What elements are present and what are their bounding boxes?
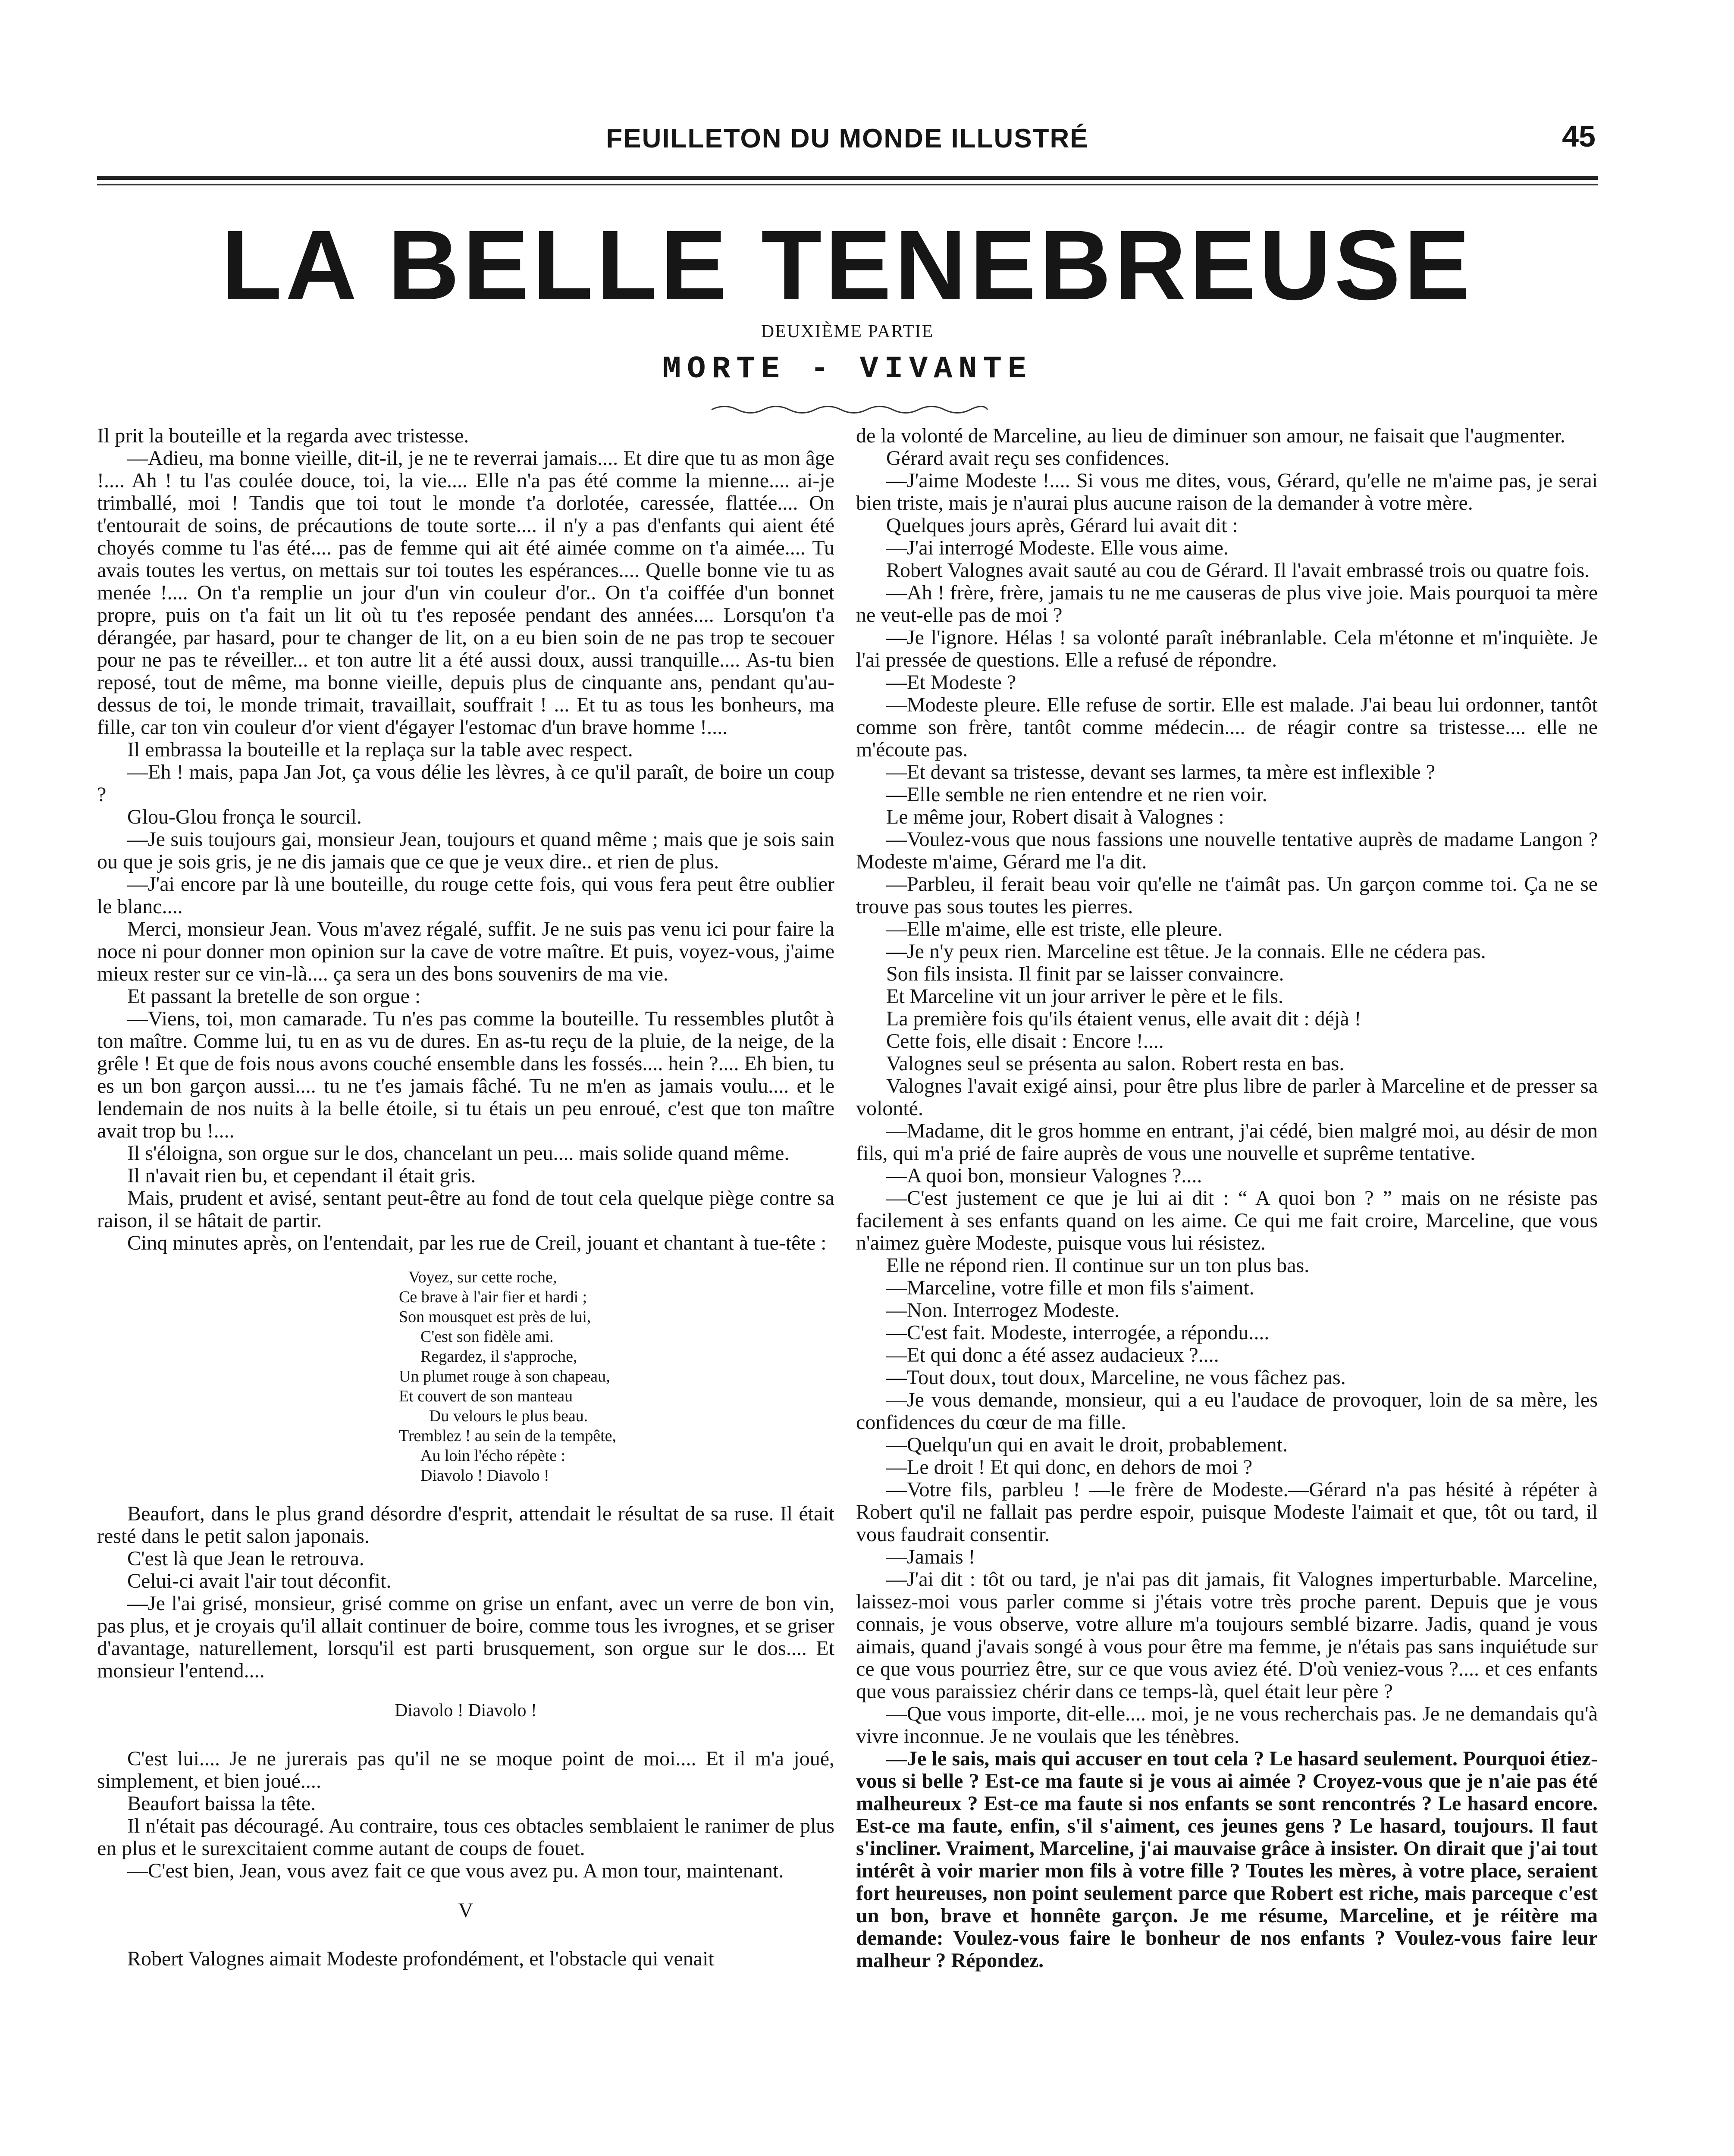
paragraph: de la volonté de Marceline, au lieu de diminuer son amour, ne faisait que l'augmenter.: [856, 424, 1565, 447]
header-rule-thick: [97, 176, 1598, 180]
verse-line: Et couvert de son manteau: [399, 1387, 573, 1405]
paragraph: —Elle semble ne rien entendre et ne rien voir.: [886, 783, 1267, 806]
paragraph: Cinq minutes après, on l'entendait, par les rue de Creil, jouant et chantant à tue-tête :: [127, 1232, 827, 1254]
paragraph: —Que vous importe, dit-elle.... moi, je ne vous recherchais pas. Je ne demandais qu'à vivre inconnue. Je ne voulais que les ténèbres.: [856, 1702, 1598, 1748]
paragraph: —Voulez-vous que nous fassions une nouvelle tentative auprès de madame Langon ? Modeste m'aime, Gérard me l'a dit.: [856, 828, 1598, 873]
paragraph: —Parbleu, il ferait beau voir qu'elle ne t'aimât pas. Un garçon comme toi. Ça ne se trouve pas sous toutes les pierres.: [856, 873, 1598, 918]
paragraph: —Non. Interrogez Modeste.: [886, 1299, 1120, 1322]
paragraph: Elle ne répond rien. Il continue sur un ton plus bas.: [886, 1254, 1310, 1277]
ornament-flourish: [707, 401, 992, 418]
song-line: Diavolo ! Diavolo !: [394, 1701, 537, 1720]
verse-line: Du velours le plus beau.: [429, 1407, 588, 1425]
paragraph: Cette fois, elle disait : Encore !....: [886, 1030, 1164, 1053]
left-column: [97, 425, 834, 1970]
paragraph: —Votre fils, parbleu ! —le frère de Modeste.—Gérard n'a pas hésité à répéter à Robert qu'il ne fallait pas perdre espoir, puisque Modeste l'aimait et que, tôt ou tard, il vous faudrait consentir.: [856, 1478, 1598, 1546]
paragraph: Et passant la bretelle de son orgue :: [127, 985, 421, 1008]
page-number: 45: [1562, 119, 1596, 153]
paragraph: C'est lui.... Je ne jurerais pas qu'il ne se moque point de moi.... Et il m'a joué, simplement, et bien joué....: [97, 1747, 834, 1792]
paragraph: Son fils insista. Il finit par se laisser convaincre.: [886, 962, 1284, 985]
paragraph: —A quoi bon, monsieur Valognes ?....: [886, 1164, 1202, 1187]
paragraph: Le même jour, Robert disait à Valognes :: [886, 805, 1224, 828]
paragraph: —Adieu, ma bonne vieille, dit-il, je ne te reverrai jamais.... Et dire que tu as mon âge !.... Ah ! tu l'as coulée douce, toi, la vie.... Elle n'a pas été comme la mienne.... ai-je trimballé, moi ! Tandis que toi tout le monde t'a dorlotée, caressée, flattée.... On t'entourait de soins, de précautions de toute sorte.... il n'y a pas d'enfants qui aient été choyés comme tu l'as été.... pas de femme qui ait été aimée comme on t'a aimée.... Tu avais toutes les vertus, on mettais sur toi toutes les espérances.... Quelle bonne vie tu as menée !.... On t'a remplie un jour d'un vin couleur d'or.. On t'a coiffée d'un bonnet propre, puis on t'a fait un lit où tu t'es reposée pendant des années.... Lorsqu'on t'a dérangée, par hasard, pour te changer de lit, on a eu bien soin de ne pas trop te secouer pour ne pas te réveiller... et ton autre lit a été aussi doux, aussi tranquille.... As-tu bien reposé, tout de même, ma bonne vieille, depuis plus de cinquante ans, pendant qu'au-dessus de toi, le monde trimait, travaillait, souffrait ! ... Et tu as tous les bonheurs, ma fille, car ton vin couleur d'or vient d'égayer l'estomac d'un brave homme !....: [97, 447, 834, 739]
part-label: DEUXIÈME PARTIE: [761, 322, 934, 342]
paragraph: —Je l'ai grisé, monsieur, grisé comme on grise un enfant, avec un verre de bon vin, pas plus, et je croyais qu'il allait continuer de boire, comme tous les ivrognes, et se griser d'avantage, naturellement, lorsqu'il est parti brusquement, son orgue sur le dos.... Et monsieur l'entend....: [97, 1592, 834, 1682]
verse-line: Tremblez ! au sein de la tempête,: [399, 1427, 617, 1445]
paragraph: —Madame, dit le gros homme en entrant, j'ai cédé, bien malgré moi, au désir de mon fils, qui m'a prié de faire auprès de vous une nouvelle et suprême tentative.: [856, 1119, 1598, 1165]
paragraph: Beaufort, dans le plus grand désordre d'esprit, attendait le résultat de sa ruse. Il était resté dans le petit salon japonais.: [97, 1502, 834, 1548]
verse-line: Diavolo ! Diavolo !: [420, 1467, 549, 1485]
right-column: [856, 425, 1598, 1972]
paragraph: —Tout doux, tout doux, Marceline, ne vous fâchez pas.: [886, 1366, 1346, 1389]
paragraph: —J'ai interrogé Modeste. Elle vous aime.: [886, 536, 1229, 559]
paragraph: —J'ai encore par là une bouteille, du rouge cette fois, qui vous fera peut être oublier le blanc....: [97, 873, 834, 918]
paragraph: —C'est bien, Jean, vous avez fait ce que vous avez pu. A mon tour, maintenant.: [127, 1859, 784, 1882]
story-title: LA BELLE TENEBREUSE: [221, 210, 1474, 320]
paragraph: Merci, monsieur Jean. Vous m'avez régalé, suffit. Je ne suis pas venu ici pour faire la noce ni pour donner mon opinion sur la cave de votre maître. Et puis, voyez-vous, j'aime mieux rester sur ce vin-là.... ça sera un des bons souvenirs de ma vie.: [97, 918, 834, 985]
paragraph: —Et qui donc a été assez audacieux ?....: [886, 1344, 1219, 1366]
paragraph: Il embrassa la bouteille et la replaça sur la table avec respect.: [127, 738, 633, 761]
paragraph: C'est là que Jean le retrouva.: [127, 1547, 364, 1570]
paragraph: —Eh ! mais, papa Jan Jot, ça vous délie les lèvres, à ce qu'il paraît, de boire un coup ?: [97, 761, 834, 806]
paragraph: —Elle m'aime, elle est triste, elle pleure.: [886, 918, 1223, 940]
paragraph: —Modeste pleure. Elle refuse de sortir. Elle est malade. J'ai beau lui ordonner, tantôt comme son frère, tantôt comme médecin.... de réagir contre sa tristesse.... elle ne m'écoute pas.: [856, 693, 1598, 761]
verse-line: Un plumet rouge à son chapeau,: [399, 1367, 610, 1385]
paragraph: —Je l'ignore. Hélas ! sa volonté paraît inébranlable. Cela m'étonne et m'inquiète. Je l'ai pressée de questions. Elle a refusé de répondre.: [856, 626, 1598, 671]
paragraph: —J'ai dit : tôt ou tard, je n'ai pas dit jamais, fit Valognes imperturbable. Marceline, laissez-moi vous parler comme si j'étais votre très proche parent. Depuis que je vous connais, je vous observe, votre allure m'a toujours semblé bizarre. Jadis, quand je vous aimais, quand j'avais songé à vous pour être ma femme, je n'étais pas sans inquiétude sur ce que vous pourriez être, sur ce que vous aviez été. D'où veniez-vous ?.... et ces enfants que vous paraissiez chérir dans ce temps-là, quel était leur père ?: [856, 1568, 1598, 1703]
paragraph: —Le droit ! Et qui donc, en dehors de moi ?: [886, 1456, 1253, 1479]
paragraph: —C'est justement ce que je lui ai dit : “ A quoi bon ? ” mais on ne résiste pas facilement à ses enfants quand on les aime. Ce qui me fait croire, Marceline, que vous n'aimez guère Modeste, puisque vous lui résistez.: [856, 1187, 1598, 1254]
paragraph: Il s'éloigna, son orgue sur le dos, chancelant un peu.... mais solide quand même.: [127, 1142, 790, 1165]
page-header: [97, 116, 1598, 189]
paragraph: Quelques jours après, Gérard lui avait dit :: [886, 514, 1238, 537]
paragraph: Il n'avait rien bu, et cependant il était gris.: [127, 1164, 476, 1187]
verse-line: C'est son fidèle ami.: [420, 1328, 554, 1346]
paragraph: —C'est fait. Modeste, interrogée, a répondu....: [886, 1321, 1270, 1344]
verse-line: Voyez, sur cette roche,: [408, 1268, 557, 1286]
running-title: FEUILLETON DU MONDE ILLUSTRÉ: [606, 124, 1089, 154]
paragraph: Il prit la bouteille et la regarda avec tristesse.: [97, 424, 469, 447]
paragraph: —Je vous demande, monsieur, qui a eu l'audace de provoquer, loin de sa mère, les confidences du cœur de ma fille.: [856, 1388, 1598, 1434]
paragraph: Valognes seul se présenta au salon. Robert resta en bas.: [886, 1052, 1345, 1075]
paragraph: —Jamais !: [886, 1545, 975, 1568]
verse-line: Son mousquet est près de lui,: [399, 1308, 591, 1326]
paragraph: —Et Modeste ?: [886, 671, 1016, 694]
paragraph: —Quelqu'un qui en avait le droit, probablement.: [886, 1433, 1288, 1456]
verse-line: Au loin l'écho répète :: [420, 1447, 566, 1465]
paragraph: —Je le sais, mais qui accuser en tout cela ? Le hasard seulement. Pourquoi étiez-vous si belle ? Est-ce ma faute si je vous ai aimée ? Croyez-vous que je n'aie pas été malheureux ? Est-ce ma faute si nos enfants se sont rencontrés ? Le hasard encore. Est-ce ma faute, enfin, s'il s'aiment, ces jeunes gens ? Le hasard, toujours. Il faut s'incliner. Vraiment, Marceline, j'ai mauvaise grâce à insister. On dirait que j'ai tout intérêt à voir marier mon fils à votre fille ? Toutes les mères, à votre place, seraient fort heureuses, non point seulement parce que Robert est riche, mais parceque c'est un bon, brave et honnête garçon. Je me résume, Marceline, et je réitère ma demande: Voulez-vous faire le bonheur de nos enfants ? Voulez-vous faire leur malheur ? Répondez.: [856, 1747, 1598, 1972]
paragraph: —Je n'y peux rien. Marceline est têtue. Je la connais. Elle ne cédera pas.: [886, 940, 1486, 963]
paragraph: Robert Valognes avait sauté au cou de Gérard. Il l'avait embrassé trois ou quatre fois.: [886, 559, 1590, 582]
chapter-subtitle: MORTE - VIVANTE: [662, 351, 1033, 387]
paragraph: —Ah ! frère, frère, jamais tu ne me causeras de plus vive joie. Mais pourquoi ta mère ne veut-elle pas de moi ?: [856, 581, 1598, 627]
paragraph: Gérard avait reçu ses confidences.: [886, 447, 1170, 470]
paragraph: Celui-ci avait l'air tout déconfit.: [127, 1570, 392, 1592]
paragraph: —J'aime Modeste !.... Si vous me dites, vous, Gérard, qu'elle ne m'aime pas, je serai bien triste, mais je n'aurai plus aucune raison de la demander à votre mère.: [856, 469, 1598, 514]
paragraph: —Et devant sa tristesse, devant ses larmes, ta mère est inflexible ?: [886, 761, 1435, 783]
header-rule-thin: [97, 184, 1598, 185]
paragraph: —Viens, toi, mon camarade. Tu n'es pas comme la bouteille. Tu ressembles plutôt à ton maître. Comme lui, tu en as vu de dures. En as-tu reçu de la pluie, de la neige, de la grêle ! Et que de fois nous avons couché ensemble dans les fossés.... hein ?.... Eh bien, tu es un bon garçon aussi.... tu ne t'es jamais fâché. Tu ne m'en as jamais voulu.... et le lendemain de nos nuits à la belle étoile, si tu étais un peu enroué, c'est que ton maître avait trop bu !....: [97, 1007, 834, 1142]
paragraph: Beaufort baissa la tête.: [127, 1792, 316, 1815]
section-number: V: [458, 1899, 473, 1922]
paragraph: —Marceline, votre fille et mon fils s'aiment.: [886, 1276, 1254, 1299]
verse-line: Regardez, il s'approche,: [420, 1348, 577, 1366]
verse-line: Ce brave à l'air fier et hardi ;: [399, 1288, 587, 1306]
paragraph: Il n'était pas découragé. Au contraire, tous ces obtacles semblaient le ranimer de plus en plus et le surexcitaient comme autant de coups de fouet.: [97, 1814, 834, 1860]
paragraph: La première fois qu'ils étaient venus, elle avait dit : déjà !: [886, 1007, 1361, 1030]
paragraph: Glou-Glou fronça le sourcil.: [127, 805, 362, 828]
paragraph: Mais, prudent et avisé, sentant peut-être au fond de tout cela quelque piège contre sa raison, il se hâtait de partir.: [97, 1187, 834, 1232]
song-verse: [399, 1267, 834, 1485]
paragraph: —Je suis toujours gai, monsieur Jean, toujours et quand même ; mais que je sois sain ou que je sois gris, je ne dis jamais que ce que je veux dire.. et rien de plus.: [97, 828, 834, 873]
paragraph: Et Marceline vit un jour arriver le père et le fils.: [886, 985, 1283, 1008]
paragraph: Robert Valognes aimait Modeste profondément, et l'obstacle qui venait: [127, 1947, 714, 1970]
paragraph: Valognes l'avait exigé ainsi, pour être plus libre de parler à Marceline et de presser sa volonté.: [856, 1075, 1598, 1120]
